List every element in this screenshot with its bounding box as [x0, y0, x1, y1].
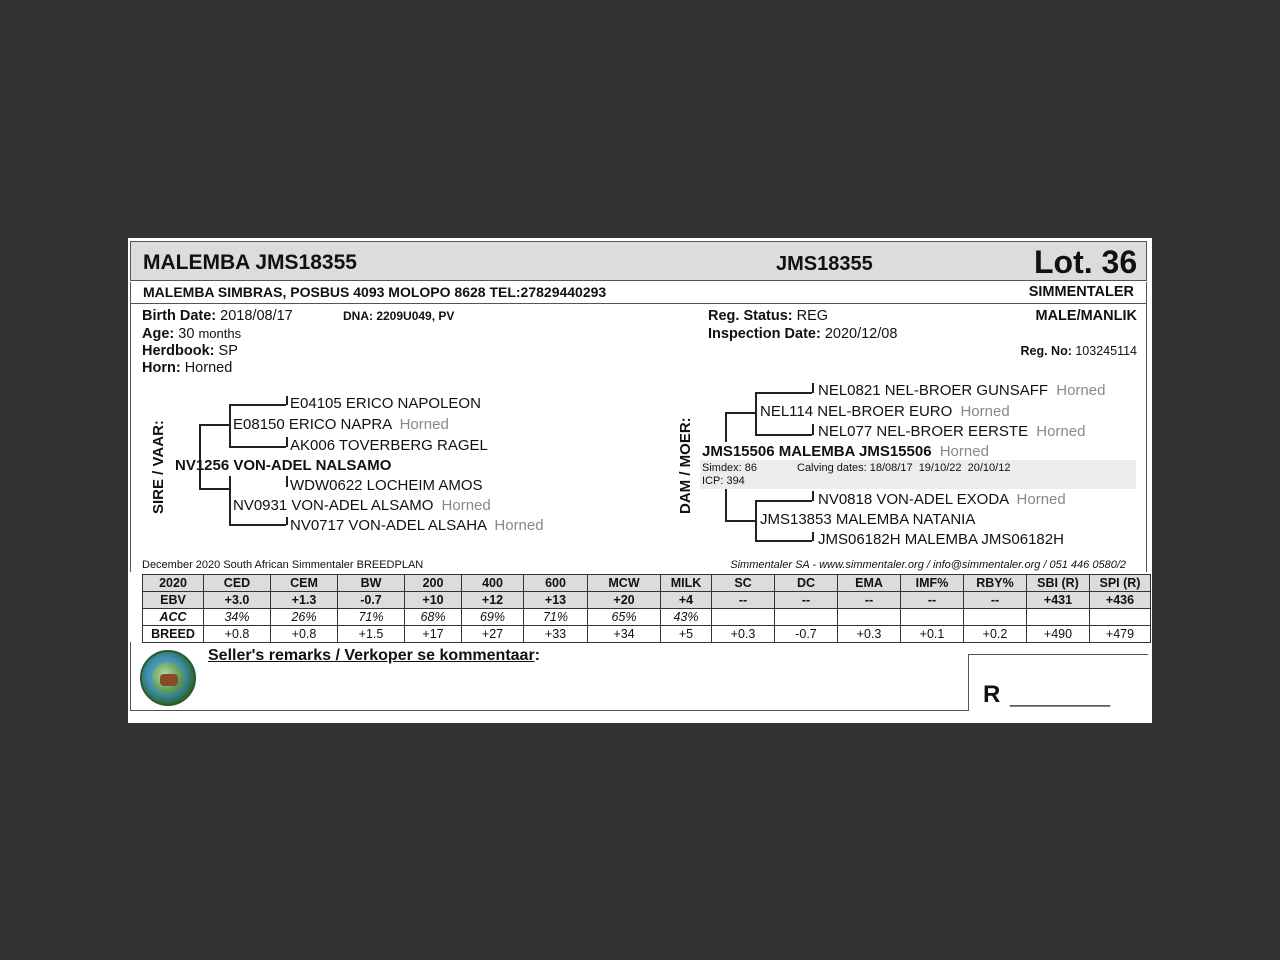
dam-sire-sire-horn: Horned — [1056, 382, 1106, 399]
table-cell: -- — [901, 592, 964, 609]
table-cell: +4 — [661, 592, 712, 609]
table-cell: +12 — [462, 592, 524, 609]
table-cell — [775, 609, 838, 626]
sire-dam-dam-horn: Horned — [494, 517, 544, 534]
sex: MALE/MANLIK — [1035, 308, 1137, 324]
row-label: EBV — [143, 592, 204, 609]
birth-date-value: 2018/08/17 — [220, 308, 293, 324]
reg-no — [1020, 344, 1137, 358]
table-cell: +1.3 — [271, 592, 338, 609]
column-header: EMA — [838, 575, 901, 592]
column-header: MCW — [588, 575, 661, 592]
dam-horn: Horned — [939, 443, 989, 460]
table-cell: 69% — [462, 609, 524, 626]
column-header: 2020 — [143, 575, 204, 592]
dam-simdex: Simdex: 86 — [702, 462, 758, 474]
lot-card — [128, 238, 1152, 723]
reg-status-value: REG — [796, 308, 829, 324]
column-header: RBY% — [964, 575, 1027, 592]
sire-dam-horn: Horned — [441, 497, 491, 514]
ss-bracket — [229, 404, 231, 446]
table-cell: -- — [838, 592, 901, 609]
sire-dam — [233, 497, 491, 514]
remarks-label-text: Seller's remarks / Verkoper se kommentaar — [208, 647, 535, 664]
table-cell — [901, 609, 964, 626]
column-header: SC — [712, 575, 775, 592]
table-cell: -- — [775, 592, 838, 609]
table-cell: +0.2 — [964, 626, 1027, 643]
ds-bracket-bottom — [755, 434, 812, 436]
table-cell: 71% — [338, 609, 405, 626]
column-header: BW — [338, 575, 405, 592]
table-cell: +0.8 — [271, 626, 338, 643]
reg-status-label: Reg. Status: — [708, 308, 793, 324]
row-label: ACC — [143, 609, 204, 626]
price-field[interactable]: __________ — [1010, 687, 1111, 707]
table-cell: +34 — [588, 626, 661, 643]
table-cell — [712, 609, 775, 626]
table-cell: +436 — [1090, 592, 1151, 609]
ds-bracket — [755, 392, 757, 434]
sire-bracket-bottom — [199, 488, 229, 490]
remarks-colon: : — [534, 647, 540, 664]
dam-sire-name: NEL114 NEL-BROER EURO — [760, 403, 953, 420]
table-cell: 43% — [661, 609, 712, 626]
reg-status — [708, 308, 828, 324]
sss-tick — [286, 396, 288, 405]
dam-sire-dam — [818, 423, 1085, 440]
cow-icon — [160, 674, 178, 686]
table-cell: 68% — [405, 609, 462, 626]
inspection-date-value: 2020/12/08 — [824, 326, 898, 342]
dam-dam: JMS13853 MALEMBA NATANIA — [760, 511, 976, 528]
dam-dam-sire-horn: Horned — [1016, 491, 1066, 508]
table-cell — [1090, 609, 1151, 626]
inspection-date-label: Inspection Date: — [708, 326, 821, 342]
sire-name: NV1256 VON-ADEL NALSAMO — [175, 457, 392, 474]
sire-sire-name: E08150 ERICO NAPRA — [233, 416, 392, 433]
dam-dam-dam: JMS06182H MALEMBA JMS06182H — [818, 531, 1064, 548]
breedplan-caption: December 2020 South African Simmentaler BREEDPLAN — [142, 559, 424, 571]
ebv-table — [142, 574, 1151, 643]
table-cell: +431 — [1027, 592, 1090, 609]
table-cell: -0.7 — [775, 626, 838, 643]
table-cell: +27 — [462, 626, 524, 643]
dam-label: DAM / MOER: — [677, 417, 694, 514]
dam-dam-sire — [818, 491, 1066, 508]
dam-sire — [760, 403, 1010, 420]
herdbook — [142, 343, 238, 359]
sdd-tick — [286, 517, 288, 525]
price-prefix: R — [983, 681, 1001, 708]
birth-date-label: Birth Date: — [142, 308, 217, 324]
table-header-row — [143, 575, 1151, 592]
table-cell: 71% — [524, 609, 588, 626]
column-header: DC — [775, 575, 838, 592]
table-cell: +0.3 — [838, 626, 901, 643]
dd-bracket-bottom — [755, 540, 812, 542]
sire-bracket-top — [199, 424, 229, 426]
sire-sire-sire: E04105 ERICO NAPOLEON — [290, 395, 481, 412]
lot-number: Lot. 36 — [1034, 244, 1138, 280]
sire-dam-dam — [290, 517, 544, 534]
dss-tick — [812, 383, 814, 393]
column-header: SPI (R) — [1090, 575, 1151, 592]
table-cell: 65% — [588, 609, 661, 626]
sd-bracket-bottom — [229, 524, 286, 526]
dam-sire-dam-horn: Horned — [1036, 423, 1086, 440]
ssd-tick — [286, 437, 288, 447]
age — [142, 326, 241, 342]
sire-sire-horn: Horned — [399, 416, 449, 433]
horn-label: Horn: — [142, 360, 181, 376]
title-bar — [130, 241, 1147, 281]
sire-bracket — [199, 424, 201, 488]
table-row-breed — [143, 626, 1151, 643]
table-cell: 34% — [204, 609, 271, 626]
age-unit: months — [198, 326, 242, 341]
age-value: 30 — [178, 326, 195, 342]
age-label: Age: — [142, 326, 175, 342]
horn-value: Horned — [184, 360, 233, 376]
dam-bracket-bottom-vert — [725, 488, 727, 520]
ds-bracket-top — [755, 392, 812, 394]
column-header: MILK — [661, 575, 712, 592]
dd-bracket-top — [755, 500, 812, 502]
column-header: CEM — [271, 575, 338, 592]
table-cell: -- — [712, 592, 775, 609]
reg-no-label: Reg. No: — [1020, 344, 1072, 358]
sellers-remarks-label — [208, 647, 540, 665]
dam-sire-horn: Horned — [960, 403, 1010, 420]
table-cell — [838, 609, 901, 626]
table-cell: -0.7 — [338, 592, 405, 609]
dsd-tick — [812, 424, 814, 435]
table-cell: +0.8 — [204, 626, 271, 643]
table-cell: +33 — [524, 626, 588, 643]
dna-info: DNA: 2209U049, PV — [343, 309, 455, 323]
breeder-info: MALEMBA SIMBRAS, POSBUS 4093 MOLOPO 8628 TEL:27829440293 — [143, 284, 607, 300]
simmentaler-logo — [140, 650, 196, 706]
ss-bracket-top — [229, 404, 286, 406]
dam-dam-sire-name: NV0818 VON-ADEL EXODA — [818, 491, 1009, 508]
reg-no-value: 103245114 — [1075, 344, 1137, 358]
table-cell: +0.1 — [901, 626, 964, 643]
table-cell: 26% — [271, 609, 338, 626]
herdbook-label: Herdbook: — [142, 343, 215, 359]
table-cell: +5 — [661, 626, 712, 643]
breeder-bar — [130, 282, 1147, 304]
column-header: 200 — [405, 575, 462, 592]
horn — [142, 360, 232, 376]
sire-dam-name: NV0931 VON-ADEL ALSAMO — [233, 497, 434, 514]
herdbook-value: SP — [218, 343, 238, 359]
dam-sire-sire-name: NEL0821 NEL-BROER GUNSAFF — [818, 382, 1049, 399]
column-header: CED — [204, 575, 271, 592]
sire-dam-dam-name: NV0717 VON-ADEL ALSAHA — [290, 517, 487, 534]
sire-sire-dam: AK006 TOVERBERG RAGEL — [290, 437, 488, 454]
dam-sire-sire — [818, 382, 1105, 399]
table-cell: +0.3 — [712, 626, 775, 643]
table-cell — [964, 609, 1027, 626]
birth-date — [142, 308, 293, 324]
animal-name: MALEMBA JMS18355 — [143, 251, 357, 274]
dam-bracket-bottom — [725, 520, 755, 522]
sds-tick — [286, 476, 288, 487]
dam-name-value: JMS15506 MALEMBA JMS15506 — [702, 443, 932, 460]
table-cell: +17 — [405, 626, 462, 643]
dam-bracket-top — [725, 412, 755, 414]
ss-bracket-bottom — [229, 446, 286, 448]
breed-name: SIMMENTALER — [1028, 284, 1134, 300]
sire-dam-sire: WDW0622 LOCHEIM AMOS — [290, 477, 483, 494]
sd-bracket — [229, 476, 231, 524]
table-cell — [1027, 609, 1090, 626]
dam-name — [702, 443, 989, 460]
dam-sire-dam-name: NEL077 NEL-BROER EERSTE — [818, 423, 1029, 440]
dam-bracket-top-vert — [725, 412, 727, 442]
table-cell: +479 — [1090, 626, 1151, 643]
table-cell: +20 — [588, 592, 661, 609]
dam-icp: ICP: 394 — [702, 475, 745, 487]
table-cell: +3.0 — [204, 592, 271, 609]
animal-id: JMS18355 — [776, 253, 873, 275]
table-cell: +10 — [405, 592, 462, 609]
column-header: IMF% — [901, 575, 964, 592]
ddd-tick — [812, 532, 814, 541]
table-row-acc — [143, 609, 1151, 626]
column-header: SBI (R) — [1027, 575, 1090, 592]
column-header: 400 — [462, 575, 524, 592]
table-cell: +490 — [1027, 626, 1090, 643]
row-label: BREED — [143, 626, 204, 643]
column-header: 600 — [524, 575, 588, 592]
sire-label: SIRE / VAAR: — [150, 420, 167, 514]
dds-tick — [812, 491, 814, 501]
inspection-date — [708, 326, 897, 342]
sire-sire — [233, 416, 449, 433]
table-cell: -- — [964, 592, 1027, 609]
dd-bracket — [755, 500, 757, 540]
dam-calving-dates: Calving dates: 18/08/17 19/10/22 20/10/12 — [797, 462, 1011, 474]
table-row-ebv — [143, 592, 1151, 609]
table-cell: +1.5 — [338, 626, 405, 643]
contact-caption: Simmentaler SA - www.simmentaler.org / info@simmentaler.org / 051 446 0580/2 — [730, 559, 1126, 571]
table-cell: +13 — [524, 592, 588, 609]
